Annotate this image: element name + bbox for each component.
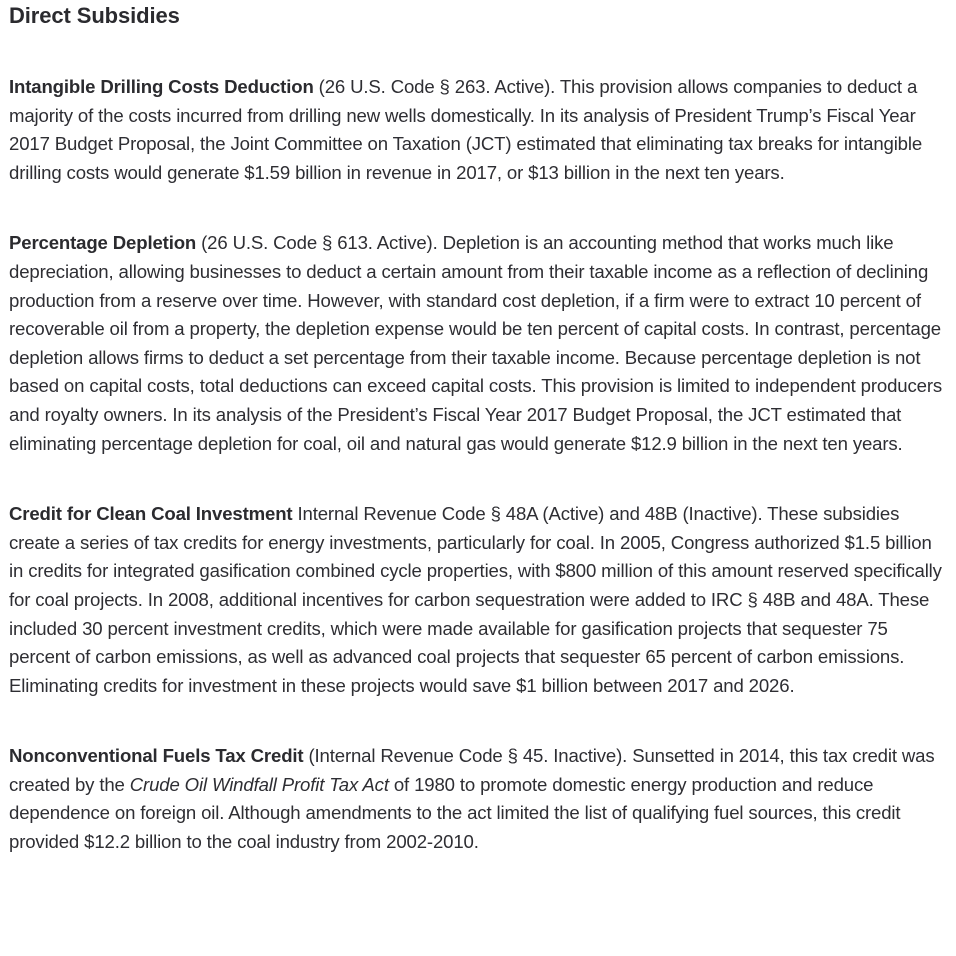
act-title: Crude Oil Windfall Profit Tax Act (129, 773, 389, 795)
subsidy-list (9, 73, 948, 857)
subsidy-description: (26 U.S. Code § 263. Active). This provision allows companies to deduct a majority of the costs incurred from drilling new wells domestically. In its analysis of President Trump’s Fiscal Year 2017 Budget Proposal, the Joint Committee on Taxation (JCT) estimated that eliminating tax breaks for intangible drilling costs would generate $1.59 billion in revenue in 2017, or $13 billion in the next ten years. (9, 76, 923, 183)
subsidy-description: (26 U.S. Code § 613. Active). Depletion is an accounting method that works much like depreciation, allowing businesses to deduct a certain amount from their taxable income as a reflection of declining production from a reserve over time. However, with standard cost depletion, if a firm were to extract 10 percent of recoverable oil from a property, the depletion expense would be ten percent of capital costs. In contrast, percentage depletion allows firms to deduct a set percentage from their taxable income. Because percentage depletion is not based on capital costs, total deductions can exceed capital costs. This provision is limited to independent producers and royalty owners. In its analysis of the President’s Fiscal Year 2017 Budget Proposal, the JCT estimated that eliminating percentage depletion for coal, oil and natural gas would generate $12.9 billion in the next ten years. (9, 232, 943, 454)
subsidy-description: Internal Revenue Code § 48A (Active) and 48B (Inactive). These subsidies create a series of tax credits for energy investments, particularly for coal. In 2005, Congress authorized $1.5 billion in credits for integrated gasification combined cycle properties, with $800 million of this amount reserved specifically for coal projects. In 2008, additional incentives for carbon sequestration were added to IRC § 48B and 48A. These included 30 percent investment credits, which were made available for gasification projects that sequester 75 percent of carbon emissions, as well as advanced coal projects that sequester 65 percent of carbon emissions. Eliminating credits for investment in these projects would save $1 billion between 2017 and 2026. (9, 503, 942, 696)
subsidy-name: Credit for Clean Coal Investment (9, 503, 293, 525)
subsidy-name: Percentage Depletion (9, 232, 197, 254)
subsidy-entry-clean-coal-credit (9, 500, 948, 700)
subsidy-description-part1: (Internal Revenue Code § 45. Inactive). Sunsetted in 2014, this tax credit was created by the (9, 745, 935, 795)
subsidy-entry-percentage-depletion (9, 229, 948, 458)
subsidy-entry-nonconventional-fuels (9, 742, 948, 856)
subsidy-name: Intangible Drilling Costs Deduction (9, 76, 314, 97)
section-title: Direct Subsidies (9, 3, 180, 28)
subsidy-name: Nonconventional Fuels Tax Credit (9, 745, 304, 767)
subsidy-entry-intangible-drilling (9, 73, 948, 187)
subsidy-description-part2: of 1980 to promote domestic energy production and reduce dependence on foreign oil. Although amendments to the act limited the list of qualifying fuel sources, this credit provided $12.2 billion to the coal industry from 2002-2010. (9, 773, 901, 853)
